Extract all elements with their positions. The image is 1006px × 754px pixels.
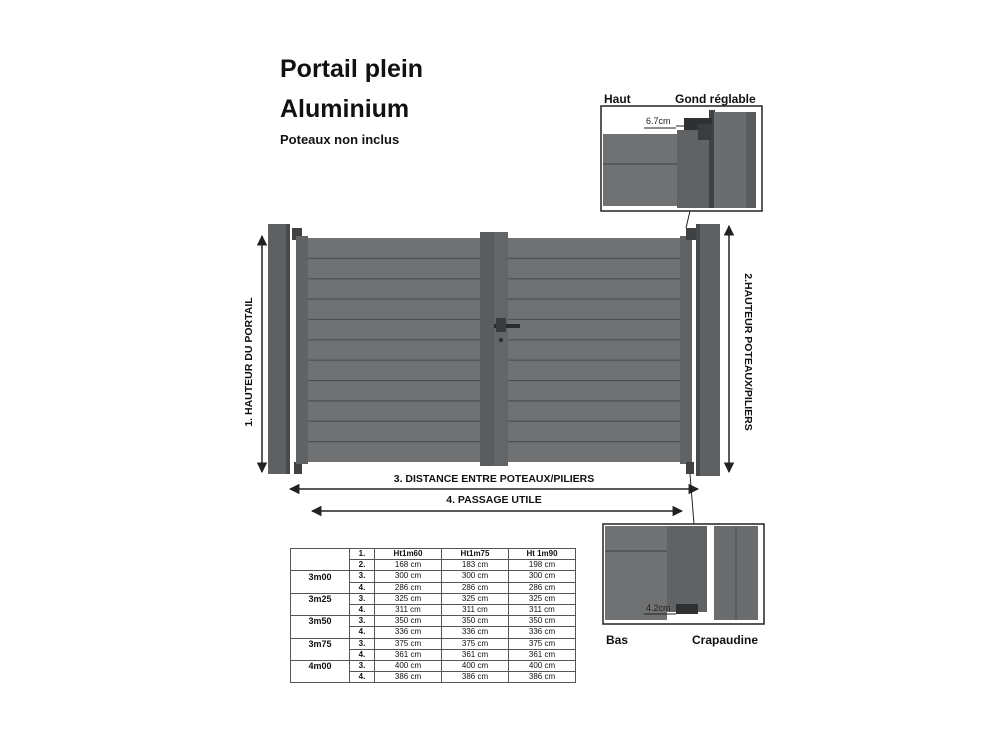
table-row xyxy=(291,593,576,604)
table-row-num: 3. xyxy=(350,593,375,604)
table-cell: 350 cm xyxy=(375,616,442,627)
table-cell: 311 cm xyxy=(375,604,442,615)
table-cell: 300 cm xyxy=(509,571,576,582)
table-cell: 300 cm xyxy=(375,571,442,582)
table-row xyxy=(291,560,576,571)
subtitle: Poteaux non inclus xyxy=(280,132,400,147)
center-stile-left xyxy=(480,232,494,466)
detail-top-box xyxy=(601,106,762,211)
table-size-cell xyxy=(291,627,350,638)
center-stile-right xyxy=(494,232,508,466)
table-size-cell: 3m00 xyxy=(291,571,350,582)
table-cell: 325 cm xyxy=(442,593,509,604)
table-cell: 361 cm xyxy=(375,649,442,660)
table-row-num: 1. xyxy=(350,549,375,560)
table-cell: 336 cm xyxy=(509,627,576,638)
table-cell: 400 cm xyxy=(509,660,576,671)
label-height-gate: 1. HAUTEUR DU PORTAIL xyxy=(243,297,255,427)
table-cell: 325 cm xyxy=(509,593,576,604)
table-row xyxy=(291,582,576,593)
label-distance-posts: 3. DISTANCE ENTRE POTEAUX/PILIERS xyxy=(393,473,595,485)
table-row-num: 3. xyxy=(350,616,375,627)
right-hinge-bottom xyxy=(686,462,694,474)
detail-bottom-measure: 4.2cm xyxy=(646,603,671,613)
table-cell: 361 cm xyxy=(442,649,509,660)
table-corner-cell xyxy=(291,549,350,560)
table-header-row xyxy=(291,549,576,560)
table-size-cell: 3m75 xyxy=(291,638,350,649)
table-row-num: 4. xyxy=(350,582,375,593)
table-row xyxy=(291,571,576,582)
table-cell: 361 cm xyxy=(509,649,576,660)
table-row-num: 4. xyxy=(350,604,375,615)
label-height-posts: 2.HAUTEUR POTEAUX/PILIERS xyxy=(742,273,754,431)
table-row-num: 3. xyxy=(350,571,375,582)
table-column-header: Ht1m75 xyxy=(442,549,509,560)
label-passage: 4. PASSAGE UTILE xyxy=(446,494,542,506)
right-hinge-top xyxy=(686,228,696,240)
table-column-header: Ht1m60 xyxy=(375,549,442,560)
table-row-num: 2. xyxy=(350,560,375,571)
table-cell: 375 cm xyxy=(442,638,509,649)
right-leaf-frame xyxy=(680,236,692,464)
table-cell: 336 cm xyxy=(375,627,442,638)
left-leaf-frame xyxy=(296,236,308,464)
table-cell: 198 cm xyxy=(509,560,576,571)
table-cell: 350 cm xyxy=(442,616,509,627)
detail-top-label-haut: Haut xyxy=(604,92,631,106)
table-cell: 286 cm xyxy=(442,582,509,593)
table-cell: 375 cm xyxy=(375,638,442,649)
table-cell: 386 cm xyxy=(442,672,509,683)
keyhole xyxy=(499,338,503,342)
table-row xyxy=(291,627,576,638)
detail-bottom-label-crapaudine: Crapaudine xyxy=(692,633,759,647)
detail-top-label-gond: Gond réglable xyxy=(675,92,756,106)
detail-top-measure: 6.7cm xyxy=(646,116,671,126)
table-size-cell xyxy=(291,672,350,683)
title-line-2: Aluminium xyxy=(280,95,410,123)
table-size-cell: 3m50 xyxy=(291,616,350,627)
table-size-cell xyxy=(291,649,350,660)
table-cell: 311 cm xyxy=(442,604,509,615)
table-cell: 286 cm xyxy=(509,582,576,593)
table-size-cell: 4m00 xyxy=(291,660,350,671)
table-cell: 400 cm xyxy=(375,660,442,671)
table-size-cell: 3m25 xyxy=(291,593,350,604)
left-leaf-panel xyxy=(308,238,481,462)
table-cell: 168 cm xyxy=(375,560,442,571)
table-size-cell xyxy=(291,582,350,593)
table-row xyxy=(291,649,576,660)
table-row xyxy=(291,638,576,649)
table-cell: 336 cm xyxy=(442,627,509,638)
table-cell: 386 cm xyxy=(375,672,442,683)
table-row-num: 4. xyxy=(350,649,375,660)
table-cell: 350 cm xyxy=(509,616,576,627)
table-row-num: 3. xyxy=(350,660,375,671)
table-cell: 386 cm xyxy=(509,672,576,683)
table-row xyxy=(291,660,576,671)
table-size-cell xyxy=(291,560,350,571)
table-cell: 325 cm xyxy=(375,593,442,604)
table-cell: 400 cm xyxy=(442,660,509,671)
detail-bottom-box xyxy=(603,524,764,624)
title-line-1: Portail plein xyxy=(280,55,424,83)
table-column-header: Ht 1m90 xyxy=(509,549,576,560)
detail-bottom-label-bas: Bas xyxy=(606,633,629,647)
dimensions-table xyxy=(290,548,576,683)
table-row-num: 3. xyxy=(350,638,375,649)
table-cell: 183 cm xyxy=(442,560,509,571)
left-post xyxy=(268,224,288,474)
table-size-cell xyxy=(291,604,350,615)
table-cell: 311 cm xyxy=(509,604,576,615)
table-row xyxy=(291,616,576,627)
table-cell: 300 cm xyxy=(442,571,509,582)
table-cell: 286 cm xyxy=(375,582,442,593)
table-row xyxy=(291,672,576,683)
table-cell: 375 cm xyxy=(509,638,576,649)
right-leaf-panel xyxy=(508,238,680,462)
table-row xyxy=(291,604,576,615)
table-row-num: 4. xyxy=(350,672,375,683)
table-row-num: 4. xyxy=(350,627,375,638)
